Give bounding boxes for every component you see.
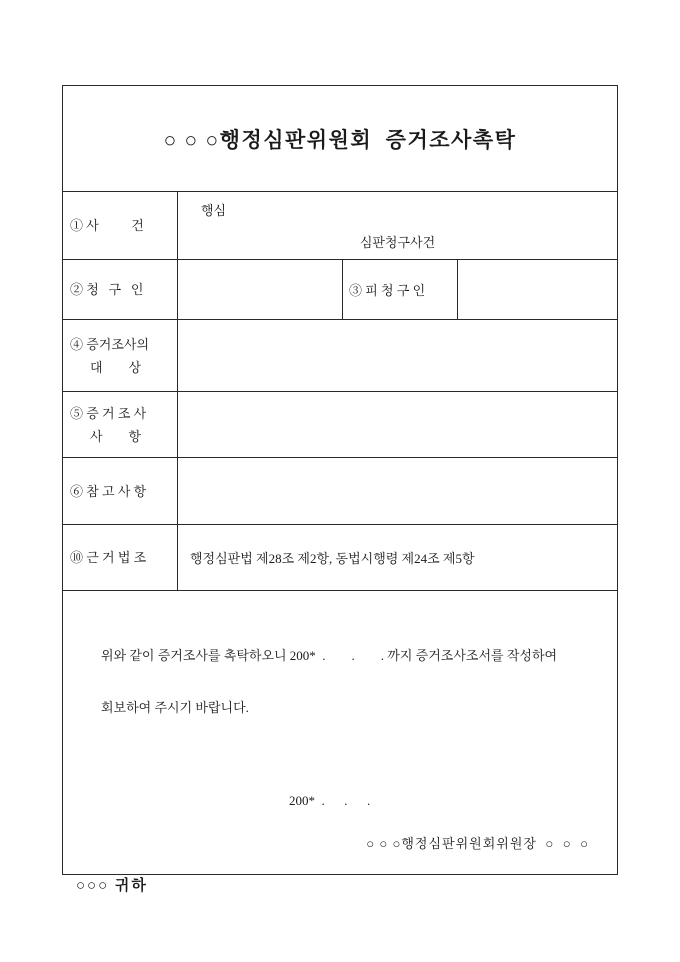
- claimant-label-cell: [63, 260, 178, 319]
- evidence-request-form: [62, 85, 618, 894]
- respondent-label: ③ 피 청 구 인: [349, 283, 426, 298]
- subject-label-cell: [63, 320, 178, 391]
- page-title: ○ ○ ○행정심판위원회 증거조사촉탁: [163, 127, 517, 152]
- subject-label-line2: 대 상: [90, 359, 142, 375]
- reference-value-cell: [178, 458, 617, 524]
- table-row-subject: [63, 320, 617, 392]
- table-row-matters: [63, 392, 617, 458]
- footer-section: [63, 591, 617, 894]
- table-row-case: [63, 192, 617, 260]
- matters-label-cell: [63, 392, 178, 457]
- request-paragraph: [63, 591, 617, 747]
- legal-basis-value-cell: [178, 525, 617, 590]
- legal-basis-value: 행정심판법 제28조 제2항, 동법시행령 제24조 제5항: [190, 551, 475, 566]
- table-row-parties: [63, 260, 617, 320]
- respondent-label-cell: [343, 260, 458, 319]
- subject-label-line1: ④ 증거조사의: [70, 336, 150, 352]
- legal-basis-label: ⑩ 근 거 법 조: [70, 550, 147, 565]
- legal-basis-label-cell: [63, 525, 178, 590]
- signer-line: ○ ○ ○행정심판위원회위원장 ○ ○ ○: [366, 836, 589, 851]
- claimant-value-cell: [178, 260, 343, 319]
- case-label-cell: [63, 192, 178, 259]
- title-section: [63, 86, 617, 192]
- date-line: 200* . . .: [289, 793, 371, 808]
- case-name-text: 심판청구사건: [359, 235, 436, 250]
- respondent-value-cell: [458, 260, 617, 319]
- case-type-text: 행심: [201, 203, 227, 218]
- case-label: ① 사 건: [70, 218, 144, 233]
- matters-label-line2: 사 항: [90, 428, 142, 444]
- case-value-cell: [178, 192, 617, 259]
- table-row-reference: [63, 458, 617, 525]
- subject-value-cell: [178, 320, 617, 391]
- table-row-legal-basis: [63, 525, 617, 591]
- reference-label: ⑥ 참 고 사 항: [70, 483, 147, 499]
- matters-value-cell: [178, 392, 617, 457]
- recipient-line: ○○○ 귀하: [76, 878, 148, 894]
- reference-label-cell: [63, 458, 178, 524]
- request-paragraph-line2: 회보하여 주시기 바랍니다.: [101, 700, 249, 715]
- matters-label-line1: ⑤ 증 거 조 사: [70, 405, 147, 421]
- claimant-label: ② 청 구 인: [70, 282, 144, 297]
- request-paragraph-line1: 위와 같이 증거조사를 촉탁하오니 200* . . . 까지 증거조사조서를 작성하여: [101, 648, 558, 663]
